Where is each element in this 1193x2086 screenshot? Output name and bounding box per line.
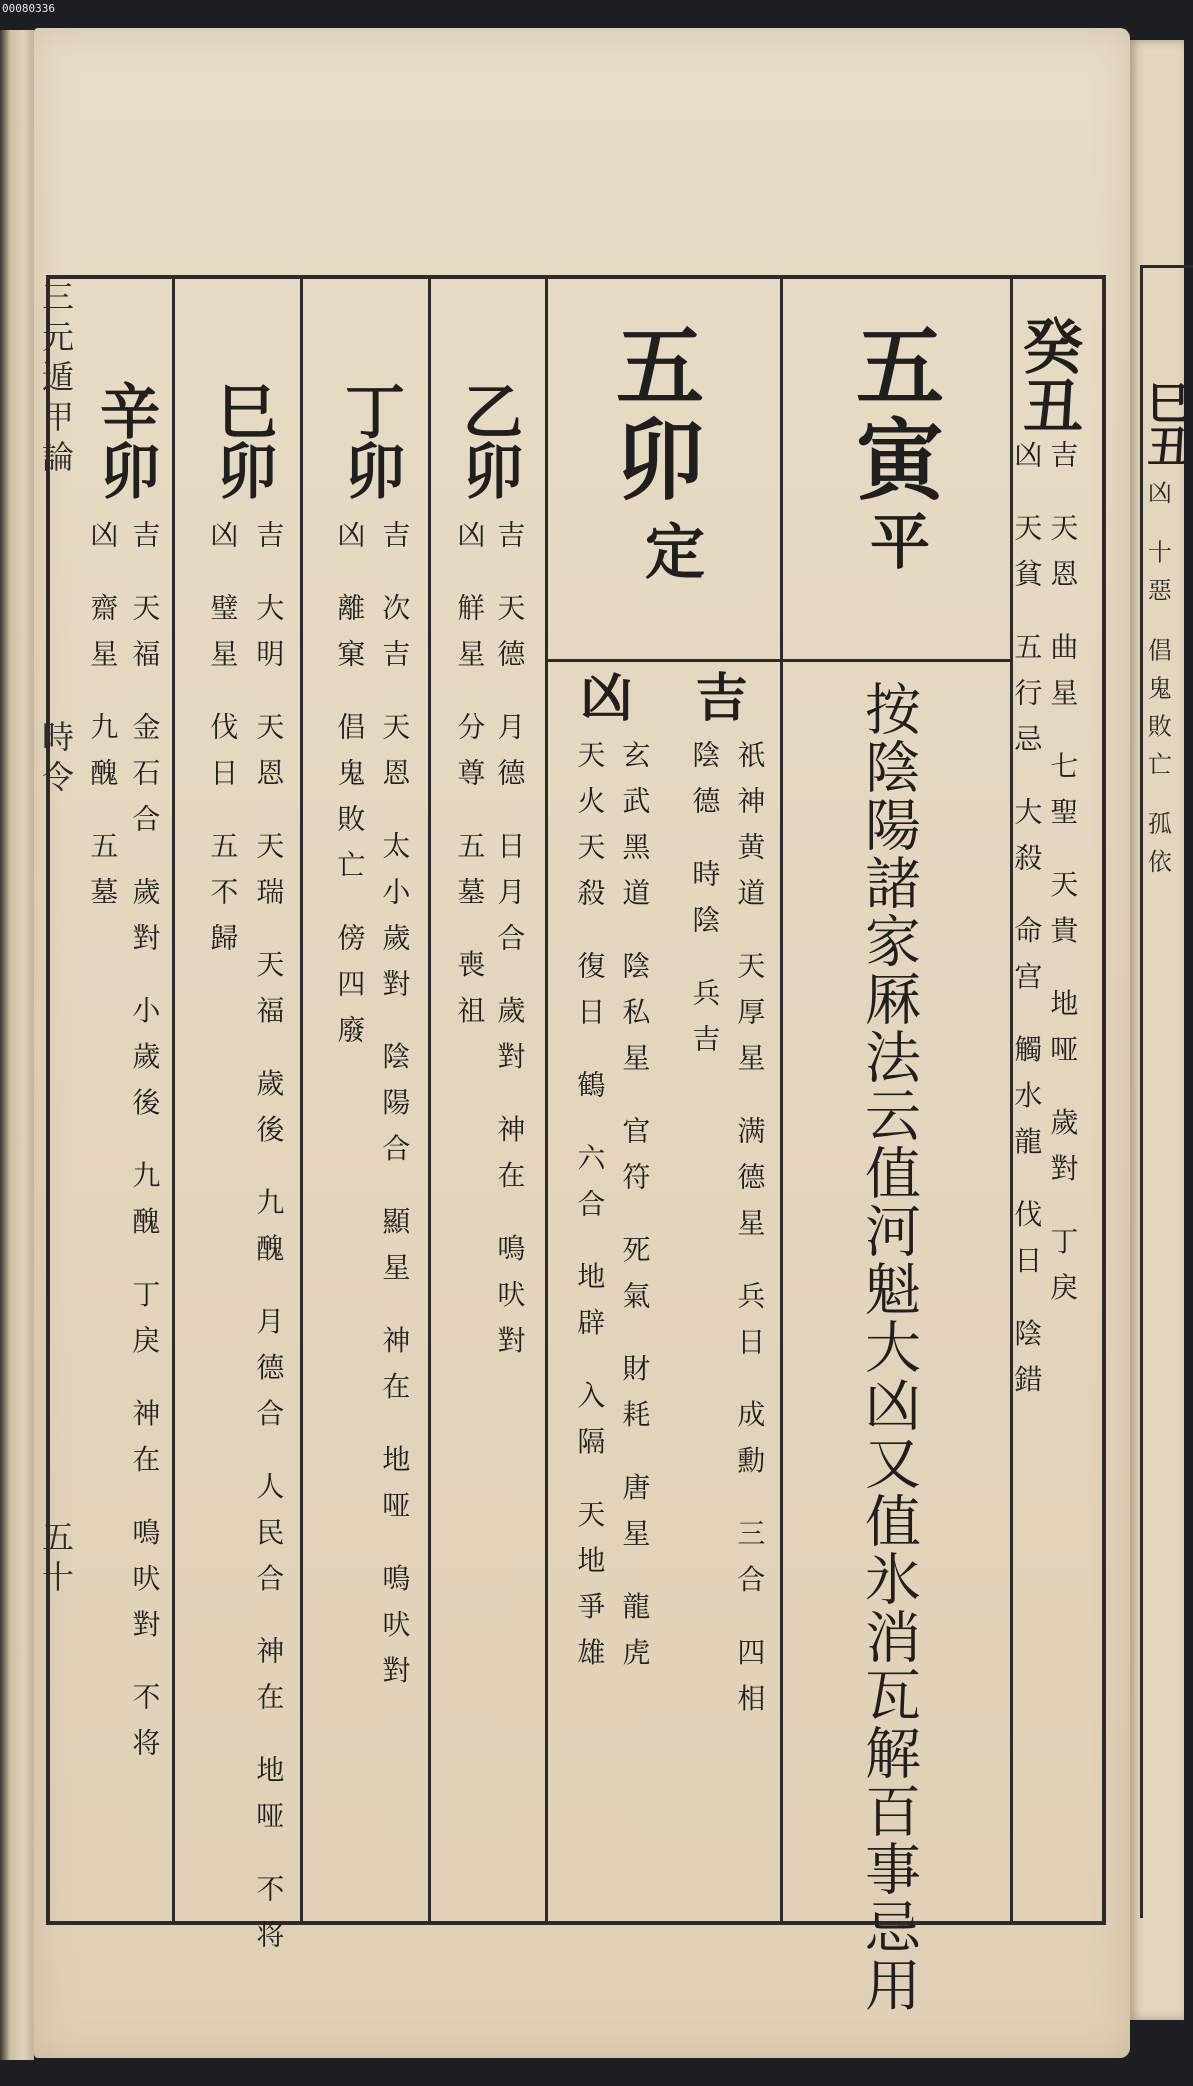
rule-2 xyxy=(300,279,303,1921)
margin-section: 時令 xyxy=(37,720,75,800)
ji-label: 吉 xyxy=(686,670,747,722)
main-split xyxy=(610,659,780,662)
margin-title: 三元遁甲論 xyxy=(37,280,75,480)
ji-text: 祇神黄道 天厚星 满德星 兵日 成勳 三合 四相 xyxy=(733,740,767,1730)
entry-ganzhi-3: 巳卯 xyxy=(207,380,277,500)
prev-line-2: 凶 天貧 五行忌 大殺 命宫 觸水龍 伐日 陰錯 xyxy=(1010,440,1044,1411)
ji-sub: 陰德 時陰 兵吉 xyxy=(688,740,722,1070)
entry-line2-4: 凶 齋星 九醜 五墓 xyxy=(86,520,120,923)
entry-ganzhi-2: 丁卯 xyxy=(335,380,405,500)
right-text-1: 凶 十惡 倡鬼敗亡 孤依 xyxy=(1143,480,1172,887)
rule-1 xyxy=(172,279,175,1921)
rule-4 xyxy=(545,279,548,1921)
prev-ganzhi: 癸丑 xyxy=(1013,315,1083,435)
margin-folio: 五十 xyxy=(37,1520,75,1600)
left-page-edge xyxy=(0,30,34,2060)
entry-line2-1: 凶 觧星 分尊 五墓 喪祖 xyxy=(453,520,487,1042)
xiong-text: 玄武黑道 陰私星 官符 死氣 財耗 唐星 龍虎 xyxy=(618,740,652,1684)
header-note: 按陰陽諸家厤法云值河魁大凶又值氷消瓦解百事忌用 xyxy=(856,680,921,2014)
xiong-sub: 天火天殺 復日 鶴 六合 地辟 入隔 天地爭雄 xyxy=(573,740,607,1684)
right-ganzhi-1: 巳丑 xyxy=(1139,380,1190,468)
main-ganzhi: 五卯 xyxy=(602,320,706,508)
entry-line1-4: 吉 天福 金石合 歲對 小歲後 九醜 丁戾 神在 鳴吠對 不将 xyxy=(128,520,162,1775)
entry-ganzhi-1: 乙卯 xyxy=(453,380,523,500)
scan-id: 00080336 xyxy=(2,2,55,15)
right-page xyxy=(1130,40,1190,2020)
prev-line-1: 吉 天恩 曲星 七聖 天貴 地哑 歲對 丁戾 xyxy=(1046,440,1080,1319)
rule-3 xyxy=(428,279,431,1921)
header-ganzhi: 五寅 xyxy=(842,320,946,508)
main-mark: 定 xyxy=(635,520,705,580)
entry-line1-2: 吉 次吉 天恩 太小歲對 陰陽合 顯星 神在 地哑 鳴吠對 xyxy=(378,520,412,1702)
header-mark: 平 xyxy=(860,510,930,570)
entry-line1-3: 吉 大明 天恩 天瑞 天福 歲後 九醜 月德合 人民合 神在 地哑 不将 xyxy=(252,520,286,1966)
entry-line1-1: 吉 天德 月德 日月合 歲對 神在 鳴吠對 xyxy=(493,520,527,1372)
entry-ganzhi-4: 辛卯 xyxy=(90,380,160,500)
xiong-label: 凶 xyxy=(571,670,632,722)
entry-line2-2: 凶 離窠 倡鬼敗亡 傍四廢 xyxy=(333,520,367,1061)
entry-line2-3: 凶 璧星 伐日 五不歸 xyxy=(206,520,240,969)
rule-5 xyxy=(780,279,783,1921)
